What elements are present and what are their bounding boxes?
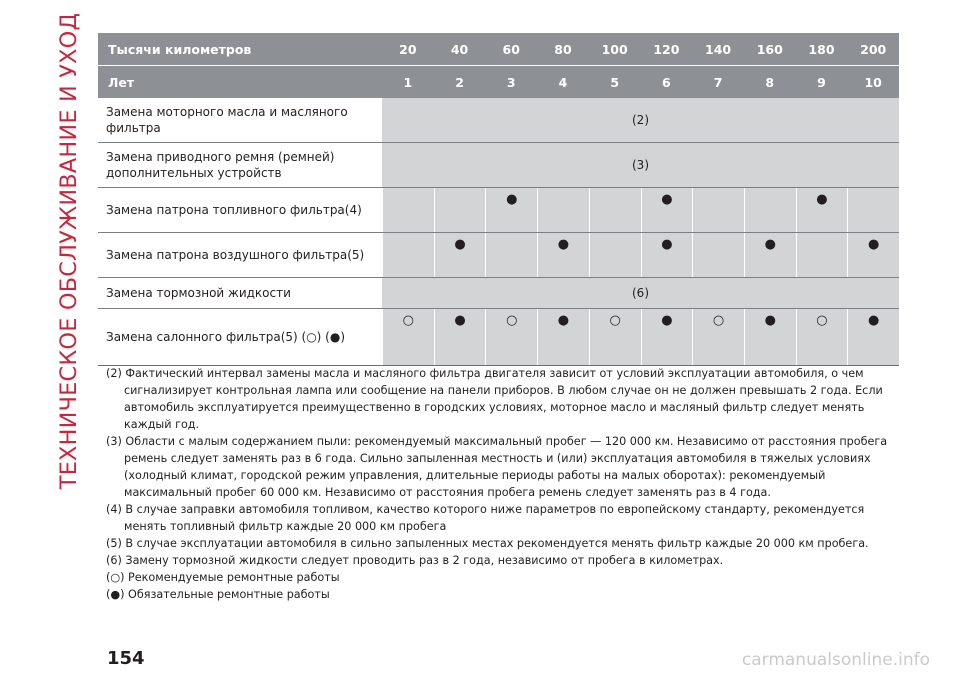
table-row-oil-filter [98, 98, 899, 142]
interval-cell: ○ [692, 309, 744, 365]
interval-cell: ● [744, 309, 796, 365]
interval-cell: ● [537, 309, 589, 365]
interval-note-ref: (2) [382, 98, 899, 142]
interval-cell [537, 188, 589, 232]
year-col-10: 10 [864, 74, 882, 90]
interval-cells [382, 233, 899, 277]
km-header-label: Тысячи километров [108, 41, 252, 57]
interval-cells [382, 188, 899, 232]
interval-cell [382, 188, 434, 232]
interval-cell [382, 233, 434, 277]
km-col-4: 80 [554, 41, 572, 57]
km-col-10: 200 [860, 41, 887, 57]
interval-cell: ○ [589, 309, 641, 365]
interval-cell [692, 188, 744, 232]
table-row-cabin-filter [98, 308, 899, 365]
row-label: Замена приводного ремня (ремней) дополнительных устройств [98, 143, 382, 187]
year-col-2: 2 [455, 74, 464, 90]
interval-cell: ● [641, 309, 693, 365]
table-header-km [98, 33, 899, 66]
table-header-years [98, 66, 899, 98]
interval-cell [434, 188, 486, 232]
row-label: Замена моторного масла и масляного фильтра [98, 98, 382, 142]
interval-cell: ● [744, 233, 796, 277]
interval-cell: ● [485, 188, 537, 232]
years-header-label: Лет [108, 74, 135, 90]
section-side-title-text: ТЕХНИЧЕСКОЕ ОБСЛУЖИВАНИЕ И УХОД [56, 12, 83, 490]
row-label: Замена тормозной жидкости [98, 278, 382, 308]
km-col-2: 40 [450, 41, 469, 57]
interval-cell: ● [641, 188, 693, 232]
interval-cell [692, 233, 744, 277]
year-col-4: 4 [558, 74, 568, 90]
table-row-air-filter [98, 232, 899, 277]
footnotes [106, 365, 906, 603]
year-col-9: 9 [817, 74, 826, 90]
interval-cell [589, 188, 641, 232]
interval-cell: ● [434, 233, 486, 277]
interval-cell: ○ [382, 309, 434, 365]
km-col-9: 180 [808, 41, 835, 57]
km-col-8: 160 [756, 41, 783, 57]
year-col-6: 6 [662, 74, 671, 90]
page-number: 154 [107, 648, 145, 669]
footnote-3: (3) Области с малым содержанием пыли: рекомендуемый максимальный пробег — 120 000 км. Независимо от расстояния пробега ремень следует заменять раз в 6 года. Сильно запыленная местность и (или) эксплуатация автомобиля в тяжелых условиях (холодный климат, городской режим управления, длительные периоды работы на малых оборотах): рекомендуемый максимальный пробег 60 000 км. Независимо от расстояния пробега ремень следует заменять раз в 4 года. [106, 435, 888, 499]
interval-cell: ● [847, 309, 899, 365]
footnote-4: (4) В случае заправки автомобиля топливом, качество которого ниже параметров по европейскому стандарту, рекомендуется менять топливный фильтр каждые 20 000 км пробега [106, 503, 865, 533]
year-col-8: 8 [765, 74, 775, 90]
interval-cell [796, 233, 848, 277]
table-row-brake-fluid [98, 277, 899, 308]
interval-cell: ● [796, 188, 848, 232]
row-label: Замена салонного фильтра(5) (○) (●) [98, 309, 382, 365]
km-col-3: 60 [502, 41, 520, 57]
year-col-5: 5 [610, 74, 620, 90]
footnote-5: (5) В случае эксплуатации автомобиля в сильно запыленных местах рекомендуется менять фильтр каждые 20 000 км пробега. [106, 537, 869, 550]
interval-note-ref: (6) [382, 278, 899, 308]
legend-mandatory: (●) Обязательные ремонтные работы [106, 588, 330, 601]
year-col-7: 7 [713, 74, 723, 90]
interval-cell [485, 233, 537, 277]
row-label: Замена патрона топливного фильтра(4) [98, 188, 382, 232]
row-label: Замена патрона воздушного фильтра(5) [98, 233, 382, 277]
interval-cells [382, 309, 899, 365]
table-row-drive-belt [98, 142, 899, 187]
interval-cell: ● [537, 233, 589, 277]
interval-cell [744, 188, 796, 232]
km-col-5: 100 [601, 41, 628, 57]
year-col-3: 3 [506, 74, 516, 90]
table-row-fuel-filter [98, 187, 899, 232]
legend-recommended: (○) Рекомендуемые ремонтные работы [106, 571, 340, 584]
maintenance-table [98, 33, 899, 366]
interval-cell: ○ [485, 309, 537, 365]
interval-cell: ● [847, 233, 899, 277]
watermark: carmanualsonline.info [741, 650, 930, 670]
interval-cell [589, 233, 641, 277]
interval-cell [847, 188, 899, 232]
interval-note-ref: (3) [382, 143, 899, 187]
interval-cell: ● [434, 309, 486, 365]
km-col-1: 20 [399, 41, 417, 57]
interval-cell: ○ [796, 309, 848, 365]
footnote-2: (2) Фактический интервал замены масла и масляного фильтра двигателя зависит от условий эксплуатации автомобиля, о чем сигнализирует контрольная лампа или сообщение на панели приборов. В любом случае он не должен превышать 2 года. Если автомобиль эксплуатируется преимущественно в городских условиях, моторное масло и масляный фильтр следует менять каждый год. [106, 367, 883, 431]
section-side-title [54, 12, 84, 490]
km-col-6: 120 [653, 41, 680, 57]
km-col-7: 140 [705, 41, 732, 57]
footnote-6: (6) Замену тормозной жидкости следует проводить раз в 2 года, независимо от пробега в километрах. [106, 554, 724, 567]
year-col-1: 1 [403, 74, 413, 90]
interval-cell: ● [641, 233, 693, 277]
